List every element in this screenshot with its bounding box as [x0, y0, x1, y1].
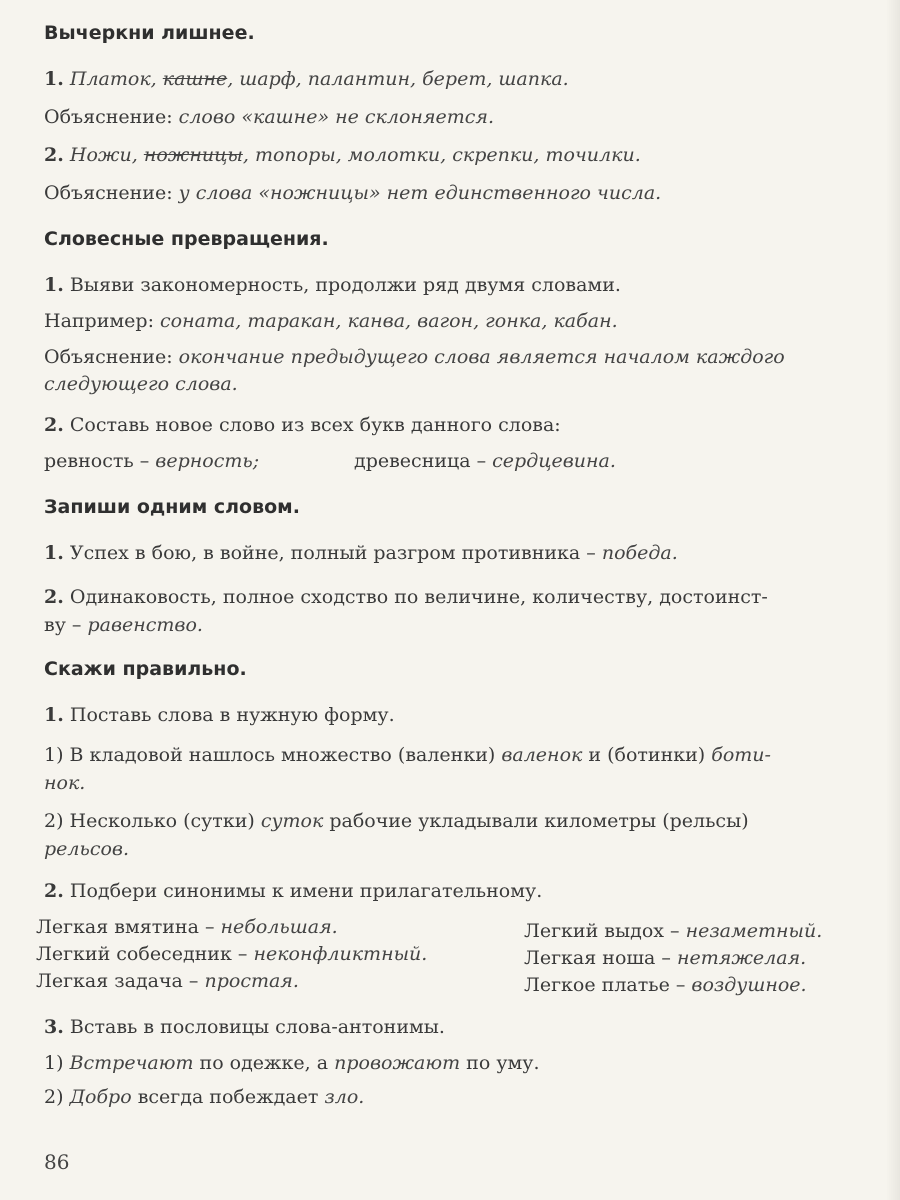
explanation-label: Объяснение:: [44, 346, 173, 368]
section-title: Словесные превращения.: [44, 228, 329, 250]
item-number: 2): [44, 1086, 64, 1108]
task-text: ву –: [44, 614, 82, 636]
answer-word: неконфликтный.: [253, 943, 428, 965]
synonym-pair: [36, 941, 427, 968]
synonyms-left-column: [36, 914, 427, 995]
proverb-1: [44, 1050, 540, 1077]
given-word: ревность –: [44, 450, 150, 472]
task-1-line: [44, 272, 621, 299]
answer-word: сердцевина.: [492, 450, 616, 472]
proverb-text: по уму.: [466, 1052, 540, 1074]
sentence-text: и (ботинки): [588, 744, 706, 766]
explanation-line: [44, 180, 661, 207]
struck-word: ножницы: [143, 144, 243, 166]
synonym-pair: [524, 972, 822, 999]
answer-word: нок.: [44, 772, 86, 794]
given-phrase: Легкая ноша –: [524, 947, 671, 969]
given-phrase: Легкая вмятина –: [36, 916, 215, 938]
sentence-text: 1) В кладовой нашлось множество (валенки): [44, 744, 496, 766]
page-edge-shadow: [886, 0, 900, 1200]
sentence-1-continued: [44, 770, 85, 797]
explanation-label: Объяснение:: [44, 182, 173, 204]
explanation-label: Объяснение:: [44, 106, 173, 128]
proverb-text: всегда побеждает: [137, 1086, 319, 1108]
task-2-line: [44, 584, 768, 611]
task-number: 1.: [44, 542, 64, 564]
given-phrase: Легкий собеседник –: [36, 943, 248, 965]
explanation-text: у слова «ножницы» нет единственного числа.: [178, 182, 662, 204]
task-number: 2.: [44, 144, 64, 166]
answer-word: простая.: [204, 970, 299, 992]
section-one-word: [44, 496, 300, 518]
answer-pair: [44, 448, 259, 475]
given-word: древесница –: [354, 450, 487, 472]
task-text: Одинаковость, полное сходство по величине, количеству, достоинст-: [69, 586, 768, 608]
task-1-line: [44, 66, 569, 93]
example-text: соната, таракан, канва, вагон, гонка, кабан.: [160, 310, 618, 332]
task-number: 2.: [44, 880, 64, 902]
answer-word: воздушное.: [691, 974, 807, 996]
explanation-line: [44, 104, 494, 131]
task-2-line: [44, 878, 542, 905]
task-text: Поставь слова в нужную форму.: [69, 704, 395, 726]
sentence-text: рабочие укладывали километры (рельсы): [329, 810, 749, 832]
answer-word: рельсов.: [44, 838, 130, 860]
answer-word: провожают: [334, 1052, 461, 1074]
task-2-line-continued: [44, 612, 203, 639]
word-list-end: , шарф, палантин, берет, шапка.: [227, 68, 569, 90]
section-word-transform: [44, 228, 329, 250]
answer-word: суток: [260, 810, 324, 832]
task-2-line: [44, 412, 561, 439]
given-phrase: Легкий выдох –: [524, 920, 680, 942]
task-text: Составь новое слово из всех букв данного слова:: [69, 414, 561, 436]
answer-word: Добро: [69, 1086, 132, 1108]
explanation-text: слово «кашне» не склоняется.: [178, 106, 495, 128]
synonym-pair: [524, 945, 822, 972]
word-list-start: Платок,: [69, 68, 157, 90]
task-number: 1.: [44, 704, 64, 726]
given-phrase: Легкая задача –: [36, 970, 199, 992]
answer-word: зло.: [324, 1086, 365, 1108]
answer-word: Встречают: [69, 1052, 194, 1074]
explanation-line: [44, 344, 884, 398]
answer-word: равенство.: [87, 614, 203, 636]
task-text: Подбери синонимы к имени прилагательному.: [69, 880, 543, 902]
task-number: 1.: [44, 68, 64, 90]
task-2-line: [44, 142, 641, 169]
sentence-text: 2) Несколько (сутки): [44, 810, 255, 832]
section-title: Вычеркни лишнее.: [44, 22, 255, 44]
task-1-line: [44, 702, 395, 729]
sentence-2: [44, 808, 749, 835]
example-line: [44, 308, 618, 335]
answer-word: незаметный.: [685, 920, 823, 942]
answer-word: боти-: [711, 744, 771, 766]
item-number: 1): [44, 1052, 64, 1074]
synonym-pair: [36, 968, 427, 995]
task-1-line: [44, 540, 678, 567]
answer-word: верность;: [155, 450, 260, 472]
task-text: Выяви закономерность, продолжи ряд двумя словами.: [69, 274, 621, 296]
explanation-text: окончание предыдущего слова является началом каждого следующего слова.: [44, 346, 785, 395]
task-number: 2.: [44, 586, 64, 608]
answer-word: небольшая.: [220, 916, 338, 938]
task-text: Успех в бою, в войне, полный разгром противника –: [69, 542, 596, 564]
task-3-line: [44, 1014, 445, 1041]
sentence-1: [44, 742, 771, 769]
synonym-pair: [524, 918, 822, 945]
section-say-correctly: [44, 658, 247, 680]
proverb-text: по одежке, а: [199, 1052, 329, 1074]
given-phrase: Легкое платье –: [524, 974, 686, 996]
task-number: 2.: [44, 414, 64, 436]
synonyms-right-column: [524, 918, 822, 999]
section-title: Скажи правильно.: [44, 658, 247, 680]
word-list-end: , топоры, молотки, скрепки, точилки.: [242, 144, 641, 166]
sentence-2-continued: [44, 836, 129, 863]
answer-word: нетяжелая.: [676, 947, 807, 969]
task-number: 1.: [44, 274, 64, 296]
word-list-start: Ножи,: [69, 144, 138, 166]
example-label: Например:: [44, 310, 154, 332]
synonym-pair: [36, 914, 427, 941]
section-title: Запиши одним словом.: [44, 496, 300, 518]
task-text: Вставь в пословицы слова-антонимы.: [69, 1016, 445, 1038]
task-number: 3.: [44, 1016, 64, 1038]
page-number: 86: [44, 1150, 70, 1174]
section-cross-out: [44, 22, 255, 44]
answer-word: победа.: [601, 542, 678, 564]
answer-word: валенок: [501, 744, 583, 766]
answer-pair: [354, 448, 616, 475]
struck-word: кашне: [162, 68, 228, 90]
proverb-2: [44, 1084, 364, 1111]
